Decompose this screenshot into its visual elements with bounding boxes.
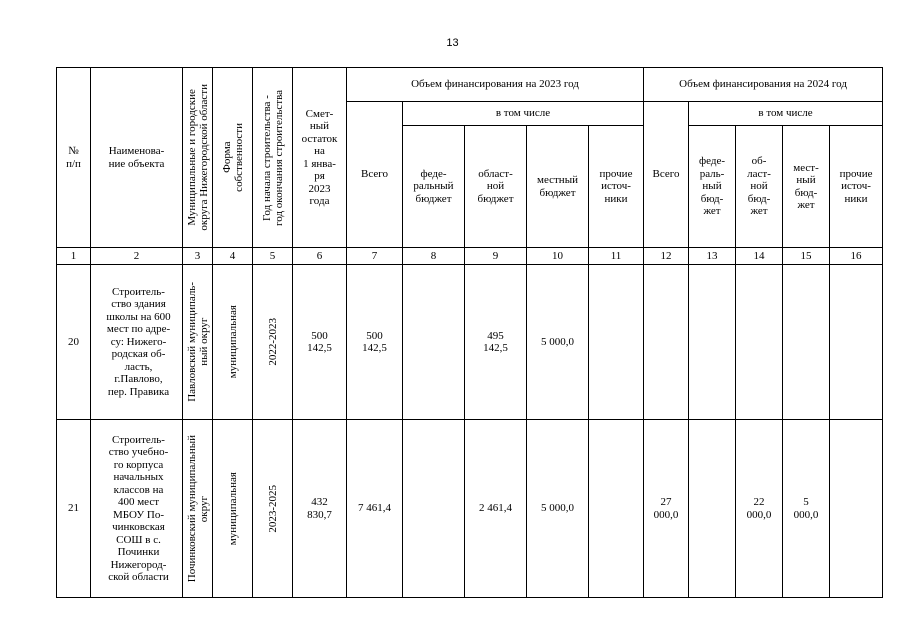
local-2024: 5 000,0 xyxy=(783,420,830,598)
column-number: 7 xyxy=(347,248,403,265)
column-number: 15 xyxy=(783,248,830,265)
header-object-name: Наименова- ние объекта xyxy=(91,68,183,248)
header-federal-2024: феде- раль- ный бюд- жет xyxy=(689,126,736,248)
header-ownership-text: Форма собственности xyxy=(220,123,245,192)
header-financing-2024: Объем финансирования на 2024 год xyxy=(644,68,883,102)
column-number: 2 xyxy=(91,248,183,265)
header-local-2024: мест- ный бюд- жет xyxy=(783,126,830,248)
header-other-2023: прочие источ- ники xyxy=(589,126,644,248)
other-2023 xyxy=(589,265,644,420)
total-2023: 500 142,5 xyxy=(347,265,403,420)
header-financing-2023: Объем финансирования на 2023 год xyxy=(347,68,644,102)
years-text: 2022-2023 xyxy=(266,318,279,366)
district-text: Павловский муниципаль- ный округ xyxy=(185,282,210,402)
federal-2023 xyxy=(403,420,465,598)
header-regional-2024: об- ласт- ной бюд- жет xyxy=(736,126,783,248)
row-number: 21 xyxy=(57,420,91,598)
header-local-2023: местный бюджет xyxy=(527,126,589,248)
other-2024 xyxy=(830,265,883,420)
column-number: 16 xyxy=(830,248,883,265)
years-cell xyxy=(253,265,293,420)
header-federal-2023: феде- ральный бюджет xyxy=(403,126,465,248)
header-years xyxy=(253,68,293,248)
page-number: 13 xyxy=(446,37,459,49)
header-ownership xyxy=(213,68,253,248)
regional-2023: 495 142,5 xyxy=(465,265,527,420)
header-total-2024: Всего xyxy=(644,102,689,248)
header-other-2024: прочие источ- ники xyxy=(830,126,883,248)
ownership-text: муниципальная xyxy=(226,305,239,379)
total-2023: 7 461,4 xyxy=(347,420,403,598)
column-number: 6 xyxy=(293,248,347,265)
column-number: 12 xyxy=(644,248,689,265)
total-2024: 27 000,0 xyxy=(644,420,689,598)
column-number: 14 xyxy=(736,248,783,265)
total-2024 xyxy=(644,265,689,420)
column-number: 4 xyxy=(213,248,253,265)
district-cell xyxy=(183,265,213,420)
ownership-text: муниципальная xyxy=(226,471,239,546)
table-row xyxy=(57,265,883,420)
header-total-2023: Всего xyxy=(347,102,403,248)
federal-2024 xyxy=(689,265,736,420)
column-number: 11 xyxy=(589,248,644,265)
federal-2023 xyxy=(403,265,465,420)
federal-2024 xyxy=(689,420,736,598)
column-number: 13 xyxy=(689,248,736,265)
header-including-2023: в том числе xyxy=(403,102,644,126)
years-cell xyxy=(253,420,293,598)
local-2024 xyxy=(783,265,830,420)
ownership-cell xyxy=(213,420,253,598)
column-number: 1 xyxy=(57,248,91,265)
row-number: 20 xyxy=(57,265,91,420)
column-number: 3 xyxy=(183,248,213,265)
estimated-remaining: 432 830,7 xyxy=(293,420,347,598)
header-including-2024: в том числе xyxy=(689,102,883,126)
object-name: Строитель- ство здания школы на 600 мест по адре- су: Нижего- родская об- ласть, г.Павлово, пер. Правика xyxy=(91,265,183,420)
object-name: Строитель- ство учебно- го корпуса начальных классов на 400 мест МБОУ По- чинковская СОШ в с. Починки Нижегород- ской области xyxy=(91,420,183,598)
ownership-cell xyxy=(213,265,253,420)
header-regional-2023: област- ной бюджет xyxy=(465,126,527,248)
column-number: 10 xyxy=(527,248,589,265)
header-district xyxy=(183,68,213,248)
years-text: 2023-2025 xyxy=(266,484,279,533)
local-2023: 5 000,0 xyxy=(527,420,589,598)
header-years-text: Год начала строительства - год окончания строительства xyxy=(260,89,285,226)
column-number: 8 xyxy=(403,248,465,265)
district-text: Починковский муниципальный округ xyxy=(185,434,210,583)
financing-table xyxy=(56,67,883,598)
local-2023: 5 000,0 xyxy=(527,265,589,420)
other-2023 xyxy=(589,420,644,598)
header-estimated-remaining: Смет- ный остаток на 1 янва- ря 2023 года xyxy=(293,68,347,248)
column-number: 9 xyxy=(465,248,527,265)
district-cell xyxy=(183,420,213,598)
table-row xyxy=(57,420,883,598)
other-2024 xyxy=(830,420,883,598)
column-numbers-row xyxy=(57,248,883,265)
estimated-remaining: 500 142,5 xyxy=(293,265,347,420)
regional-2023: 2 461,4 xyxy=(465,420,527,598)
regional-2024 xyxy=(736,265,783,420)
header-district-text: Муниципальные и городские округа Нижегородской области xyxy=(185,84,210,231)
regional-2024: 22 000,0 xyxy=(736,420,783,598)
header-row-number: № п/п xyxy=(57,68,91,248)
column-number: 5 xyxy=(253,248,293,265)
